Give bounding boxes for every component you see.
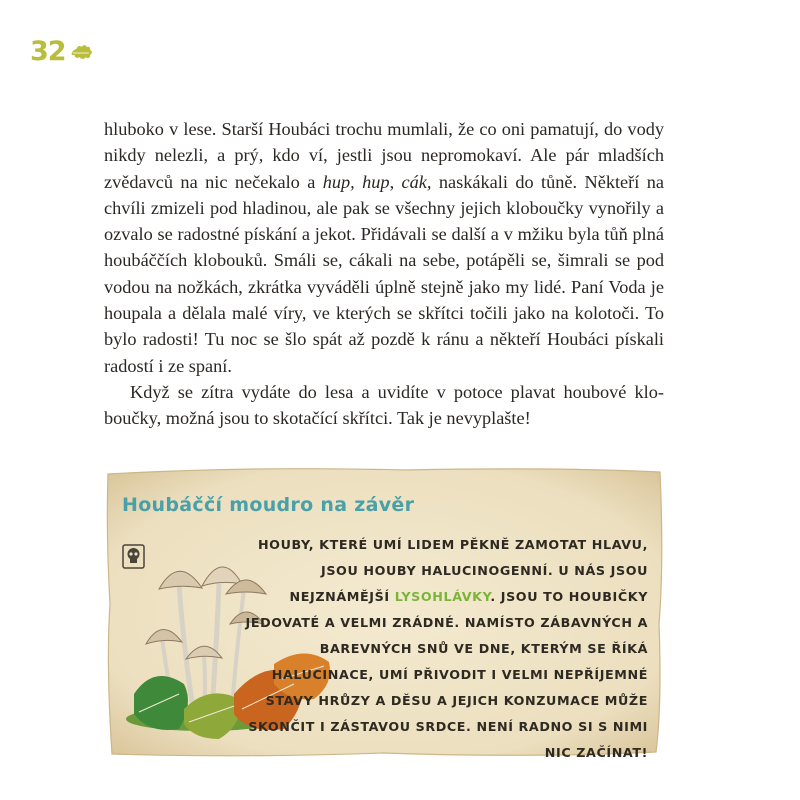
oak-leaf-icon (70, 43, 94, 61)
info-box (104, 464, 664, 758)
story-italic: hup, hup, cák, (322, 171, 432, 192)
story-text (104, 116, 664, 432)
page-number-text: 32 (30, 36, 66, 67)
highlight-word: LYSOHLÁVKY (394, 589, 491, 604)
page-number (30, 38, 94, 65)
story-paragraph-1: hluboko v lese. Starší Houbáci trochu mumlali, že co oni pamatují, do vody nikdy nelezli, a prý, kdo ví, jestli jsou nepromokaví. Ale pár mladších zvědavců na nic nečekalo a hup, hup, cák, naskákali do tůně. Někteří na chvíli zmizeli pod hladinou, ale pak se všechny jejich kloboučky vynořily a ozvalo se radostné pískání a jekot. Přidávali se další a v mžiku byla tůň plná houbáččích klobouků. Smáli se, cákali na sebe, potápěli se, šimrali se pod vodou na nožkách, zkrátka vyváděli úplně stejně jako my lidé. Paní Voda je houpala a dělala malé víry, ve kterých se skřítci točili jako na kolotoči. To bylo radosti! Tu noc se šlo spát až pozdě k ránu a někteří Houbáci pískali radostí i ze spaní. (104, 119, 664, 376)
box-title: Houbáččí moudro na závěr (122, 494, 415, 516)
box-text: HOUBY, KTERÉ UMÍ LIDEM PĚKNĚ ZAMOTAT HLAVU, JSOU HOUBY HALUCINOGENNÍ. U NÁS JSOU NEJZNÁMĚJŠÍ LYSOHLÁVKY. JSOU TO HOUBIČKY JEDOVATÉ A VELMI ZRÁDNÉ. NAMÍSTO ZÁBAVNÝCH A BAREVNÝCH SNŮ VE DNE, KTERÝM SE ŘÍKÁ HALUCINACE, UMÍ PŘIVODIT I VELMI NEPŘÍJEMNÉ STAVY HRŮZY A DĚSU A JEJICH KONZUMACE MŮŽE SKONČIT I ZÁSTAVOU SRDCE. NENÍ RADNO SI S NIMI NIC ZAČÍNAT! (245, 537, 648, 760)
story-paragraph-2: Když se zítra vydáte do lesa a uvidíte v potoce plavat houbové kloboučky, možná jsou to skotačící skřítci. Tak je nevyplašte! (104, 381, 664, 429)
